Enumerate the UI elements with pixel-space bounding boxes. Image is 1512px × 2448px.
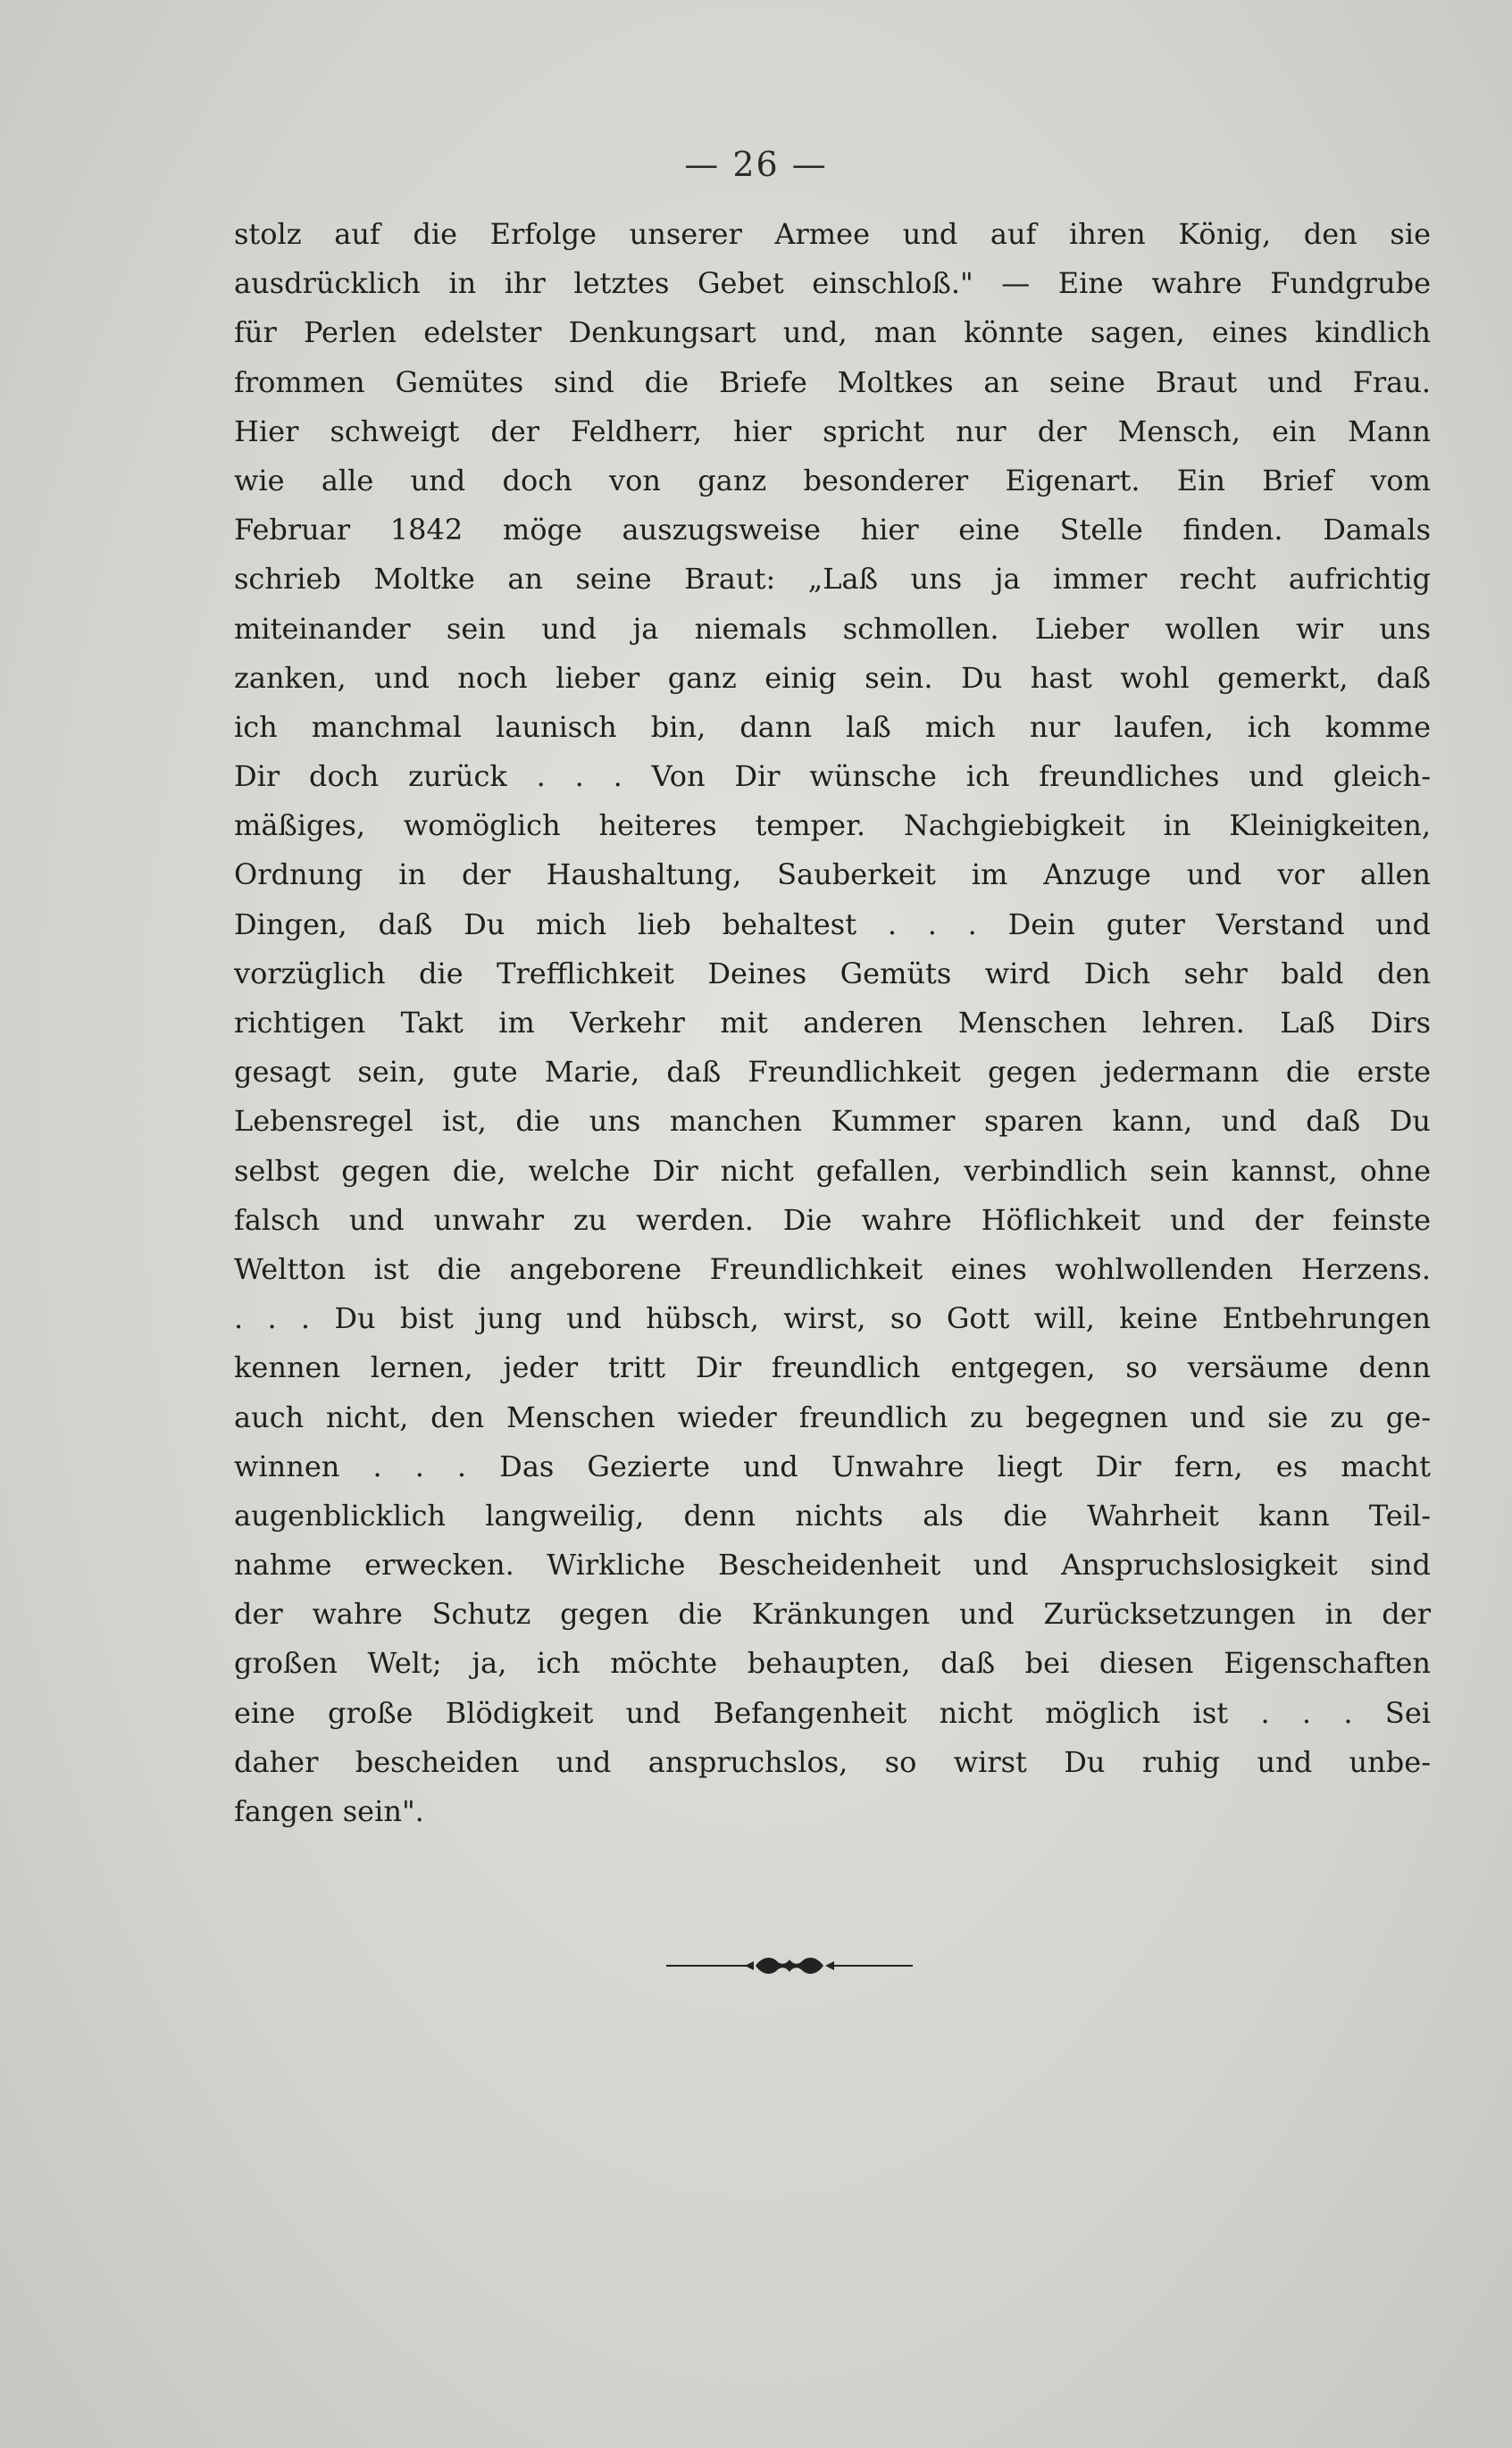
text-line: daher bescheiden und anspruchslos, so wirst Du ruhig und unbe- [234,1744,1431,1779]
text-line: der wahre Schutz gegen die Kränkungen und Zurücksetzungen in der [234,1597,1431,1632]
text-line: frommen Gemütes sind die Briefe Moltkes an seine Braut und Frau. [234,364,1431,399]
text-line: kennen lernen, jeder tritt Dir freundlich entgegen, so versäume denn [234,1350,1431,1385]
text-line: selbst gegen die, welche Dir nicht gefallen, verbindlich sein kannst, ohne [234,1153,1431,1188]
text-line: Lebensregel ist, die uns manchen Kummer sparen kann, und daß Du [234,1104,1431,1139]
text-line: Dingen, daß Du mich lieb behaltest . . . Dein guter Verstand und [234,907,1431,941]
text-line: Weltton ist die angeborene Freundlichkeit eines wohlwollenden Herzens. [234,1251,1431,1286]
text-line: richtigen Takt im Verkehr mit anderen Menschen lehren. Laß Dirs [234,1006,1431,1040]
ornament-divider-icon [666,1952,913,1979]
text-line: gesagt sein, gute Marie, daß Freundlichkeit gegen jedermann die erste [234,1055,1431,1090]
text-line: ausdrücklich in ihr letztes Gebet einschloß." — Eine wahre Fundgrube [234,266,1431,301]
text-line: stolz auf die Erfolge unserer Armee und auf ihren König, den sie [234,217,1431,251]
text-line: eine große Blödigkeit und Befangenheit nicht möglich ist . . . Sei [234,1695,1431,1730]
text-line: . . . Du bist jung und hübsch, wirst, so Gott will, keine Entbehrungen [234,1301,1431,1336]
text-line: Ordnung in der Haushaltung, Sauberkeit im Anzuge und vor allen [234,857,1431,892]
text-line: vorzüglich die Trefflichkeit Deines Gemüts wird Dich sehr bald den [234,956,1431,990]
text-line: großen Welt; ja, ich möchte behaupten, daß bei diesen Eigenschaften [234,1646,1431,1681]
ornament-divider [666,1952,913,1979]
text-line: Februar 1842 möge auszugsweise hier eine Stelle finden. Damals [234,513,1431,547]
text-line: nahme erwecken. Wirkliche Bescheidenheit und Anspruchslosigkeit sind [234,1548,1431,1583]
text-line: Hier schweigt der Feldherr, hier spricht nur der Mensch, ein Mann [234,414,1431,448]
text-line: auch nicht, den Menschen wieder freundlich zu begegnen und sie zu ge- [234,1399,1431,1434]
text-line: mäßiges, womöglich heiteres temper. Nachgiebigkeit in Kleinigkeiten, [234,808,1431,843]
text-line: fangen sein". [234,1794,424,1828]
text-line: winnen . . . Das Gezierte und Unwahre liegt Dir fern, es macht [234,1449,1431,1483]
page-number: — 26 — [684,145,828,184]
text-line: falsch und unwahr zu werden. Die wahre Höflichkeit und der feinste [234,1202,1431,1237]
text-line: augenblicklich langweilig, denn nichts als die Wahrheit kann Teil- [234,1498,1431,1533]
body-text [234,210,1431,1836]
text-line: für Perlen edelster Denkungsart und, man könnte sagen, eines kindlich [234,315,1431,350]
text-line: zanken, und noch lieber ganz einig sein. Du hast wohl gemerkt, daß [234,660,1431,695]
text-line: schrieb Moltke an seine Braut: „Laß uns ja immer recht aufrichtig [234,562,1431,597]
text-line: wie alle und doch von ganz besonderer Eigenart. Ein Brief vom [234,463,1431,497]
text-line: miteinander sein und ja niemals schmollen. Lieber wollen wir uns [234,611,1431,646]
text-line: ich manchmal launisch bin, dann laß mich nur laufen, ich komme [234,709,1431,744]
text-line: Dir doch zurück . . . Von Dir wünsche ich freundliches und gleich- [234,759,1431,794]
